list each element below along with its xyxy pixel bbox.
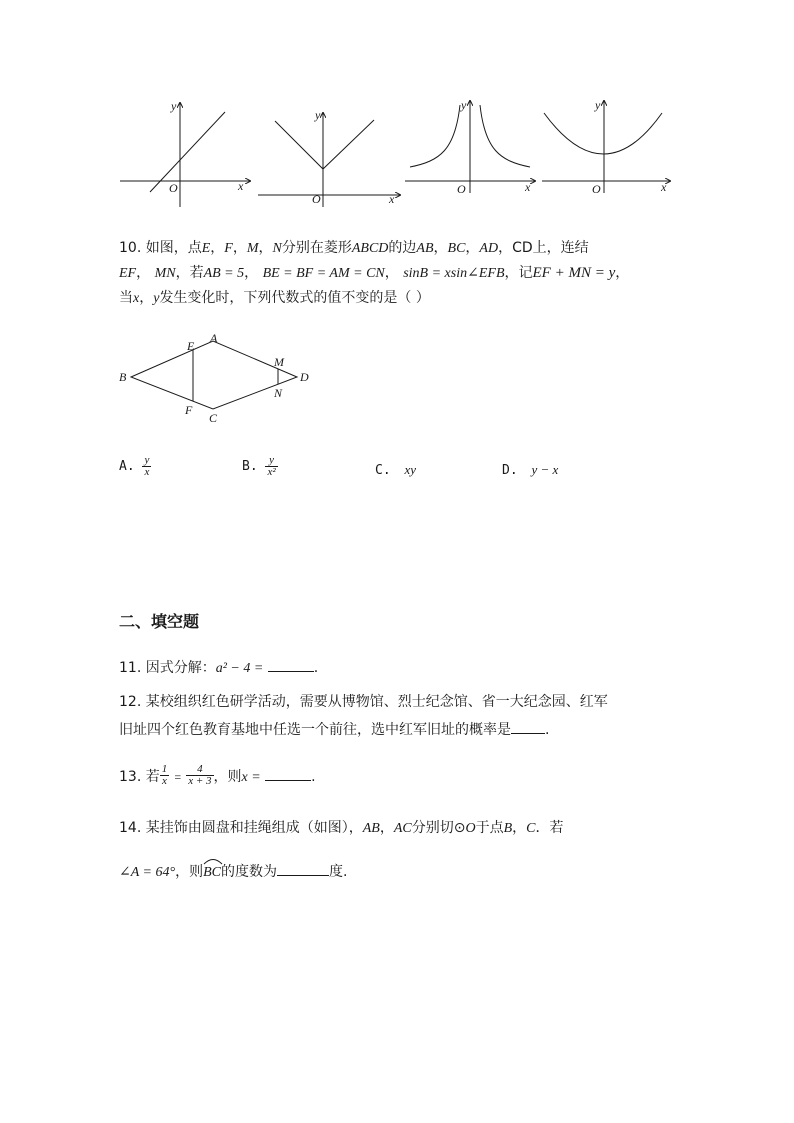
graph3-origin-label: O: [457, 182, 466, 196]
label-d: D: [300, 370, 309, 384]
q10-line-2: EF， MN，若AB = 5， BE = BF = AM = CN， sinB = xsin∠EFB，记EF + MN = y，: [119, 265, 630, 281]
option-a-fraction: $\frac{y}{x}$: [144, 454, 150, 478]
q11-answer-blank[interactable]: [268, 657, 314, 672]
graph3-right-branch: [480, 105, 530, 167]
q10-option-b[interactable]: B. $\frac{y}{\text{x²}}$: [242, 454, 276, 478]
label-b: B: [119, 370, 127, 384]
graph3-y-label: y: [461, 98, 467, 112]
label-a: A: [210, 331, 218, 345]
label-m: M: [274, 355, 284, 369]
graph3-left-branch: [410, 105, 460, 167]
q10-line-3: 当x，y发生变化时，下列代数式的值不变的是（ ）: [119, 290, 430, 306]
arc-symbol: [203, 857, 223, 865]
graph3-x-label: x: [525, 180, 531, 194]
graph1-origin-label: O: [169, 181, 178, 195]
q10-line-1: 10. 如图，点E，F，M，N分别在菱形ABCD的边AB，BC，AD，CD上，连结: [119, 240, 589, 256]
graph4-y-label: y: [595, 98, 601, 112]
q10-option-c[interactable]: C. xy: [375, 462, 417, 478]
graph1-x-label: x: [238, 179, 244, 193]
q13-fraction-1: $\frac{1}{x}$: [161, 763, 168, 787]
q13-fraction-2: $\frac{4}{x + 3}$: [188, 763, 212, 787]
graph4-x-label: x: [661, 180, 667, 194]
graph1-line: [150, 112, 225, 192]
function-graphs: [110, 95, 680, 215]
arc-bc: BC: [203, 864, 221, 882]
label-f: F: [185, 403, 193, 417]
q14-answer-blank[interactable]: [277, 861, 329, 876]
q11: 11. 因式分解：a² − 4 = .: [119, 657, 318, 678]
q12-line-1: 12. 某校组织红色研学活动，需要从博物馆、烈士纪念馆、省一大纪念园、红军: [119, 694, 608, 710]
rhombus-figure: [115, 330, 325, 425]
graph1-y-label: y: [171, 99, 177, 113]
graph-parabola: [542, 101, 670, 193]
q13: 13. 若 $\frac{1}{x}$ = $\frac{4}{x + 3}$ ，则x = .: [119, 763, 316, 787]
graph-inverse-square: [405, 101, 535, 193]
q12-answer-blank[interactable]: [511, 719, 545, 734]
section-heading: 二、填空题: [119, 612, 200, 631]
option-b-fraction: $\frac{y}{\text{x²}}$: [267, 454, 276, 478]
graph2-origin-label: O: [312, 192, 321, 206]
rhombus-abcd: [131, 341, 297, 409]
graph4-origin-label: O: [592, 182, 601, 196]
graph2-curve: [275, 120, 374, 169]
q12-line-2: 旧址四个红色教育基地中任选一个前往，选中红军旧址的概率是 .: [119, 719, 549, 739]
graph2-y-label: y: [315, 108, 321, 122]
label-e: E: [187, 339, 195, 353]
graph2-x-label: x: [389, 192, 395, 206]
q14-line-1: 14. 某挂饰由圆盘和挂绳组成（如图），AB，AC分别切⊙O于点B，C．若: [119, 820, 564, 836]
circle-symbol: ⊙: [453, 820, 466, 836]
q10-option-a[interactable]: A. $\frac{y}{x}$: [119, 454, 150, 478]
graph-abs: [258, 113, 400, 207]
q10-option-d[interactable]: D. y − x: [502, 462, 559, 478]
label-c: C: [209, 411, 218, 425]
graph-linear: [120, 103, 250, 207]
graph4-curve: [544, 113, 662, 154]
q13-answer-blank[interactable]: [265, 766, 311, 781]
q14-line-2: ∠A = 64°，则 BC的度数为 度.: [119, 861, 347, 882]
label-n: N: [274, 386, 283, 400]
